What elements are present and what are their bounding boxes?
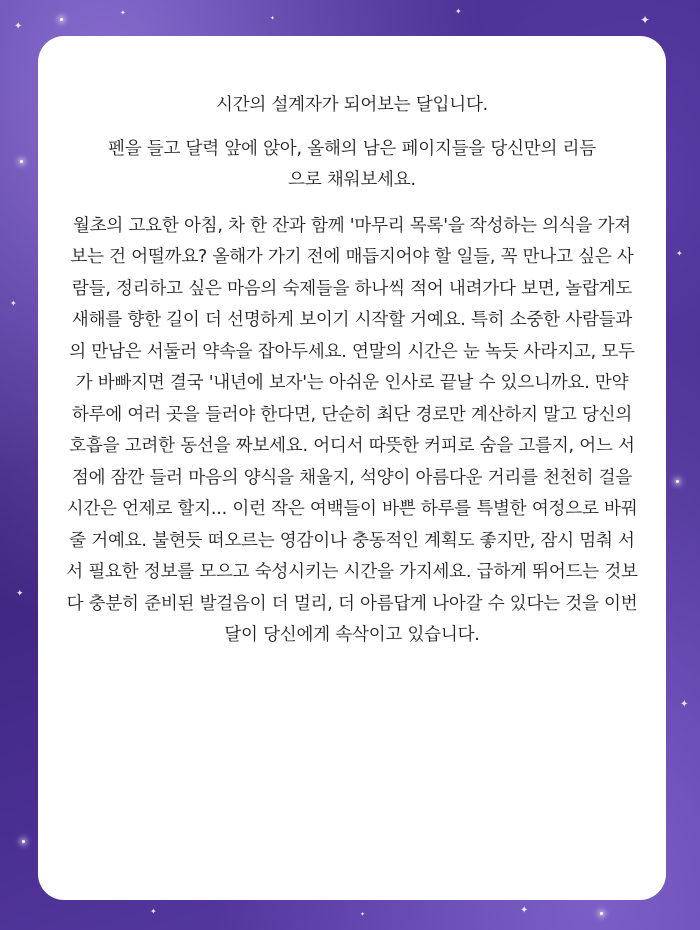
intro-line: 시간의 설계자가 되어보는 달입니다. xyxy=(215,95,489,115)
star-icon: ✦ xyxy=(520,905,529,916)
subtitle-paragraph: 펜을 들고 달력 앞에 앉아, 올해의 남은 페이지들을 당신만의 리듬으로 채워보세요. xyxy=(108,138,596,190)
star-icon: ✦ xyxy=(360,911,366,918)
star-icon: ✦ xyxy=(680,699,689,710)
star-icon: ✦ xyxy=(455,7,462,16)
star-icon: ✦ xyxy=(120,9,126,17)
star-icon: ✦ xyxy=(14,21,23,32)
body-paragraph: 월초의 고요한 아침, 차 한 잔과 함께 '마무리 목록'을 작성하는 의식을 가져보는 건 어떨까요? 올해가 가기 전에 매듭지어야 할 일들, 꼭 만나고 싶은 사람들, 정리하고 싶은 마음의 숙제들을 하나씩 적어 내려가다 보면, 놀랍게도 새해를 향한 길이 더 선명하게 보이기 시작할 거예요. 특히 소중한 사람들과의 만남은 서둘러 약속을 잡아두세요. 연말의 시간은 눈 녹듯 사라지고, 모두가 바빠지면 결국 '내년에 보자'는 아쉬운 인사로 끝날 수 있으니까요. 만약 하루에 여러 곳을 들러야 한다면, 단순히 최단 경로만 계산하지 말고 당신의 호흡을 고려한 동선을 짜보세요. 어디서 따뜻한 커피로 숨을 고를지, 어느 서점에 잠깐 들러 마음의 양식을 채울지, 석양이 아름다운 거리를 천천히 걸을 시간은 언제로 할지... 이런 작은 여백들이 바쁜 하루를 특별한 여정으로 바꿔줄 거예요. 불현듯 떠오르는 영감이나 충동적인 계획도 좋지만, 잠시 멈춰 서서 필요한 정보를 모으고 숙성시키는 시간을 가지세요. 급하게 뛰어드는 것보다 충분히 준비된 발걸음이 더 멀리, 더 아름답게 나아갈 수 있다는 것을 이번 달이 당신에게 속삭이고 있습니다. xyxy=(66,215,638,645)
star-icon: ✦ xyxy=(10,299,17,308)
sparkle-dot xyxy=(60,18,63,21)
star-icon: ✦ xyxy=(16,589,24,599)
star-icon: ✦ xyxy=(640,13,651,27)
star-icon: ✦ xyxy=(150,907,157,916)
sparkle-dot xyxy=(600,912,603,915)
star-icon: ✦ xyxy=(676,249,683,258)
message-card xyxy=(38,36,666,900)
star-icon: ✦ xyxy=(270,15,276,22)
sparkle-dot xyxy=(676,480,679,483)
sparkle-dot xyxy=(22,840,25,843)
sparkle-dot xyxy=(20,160,23,163)
